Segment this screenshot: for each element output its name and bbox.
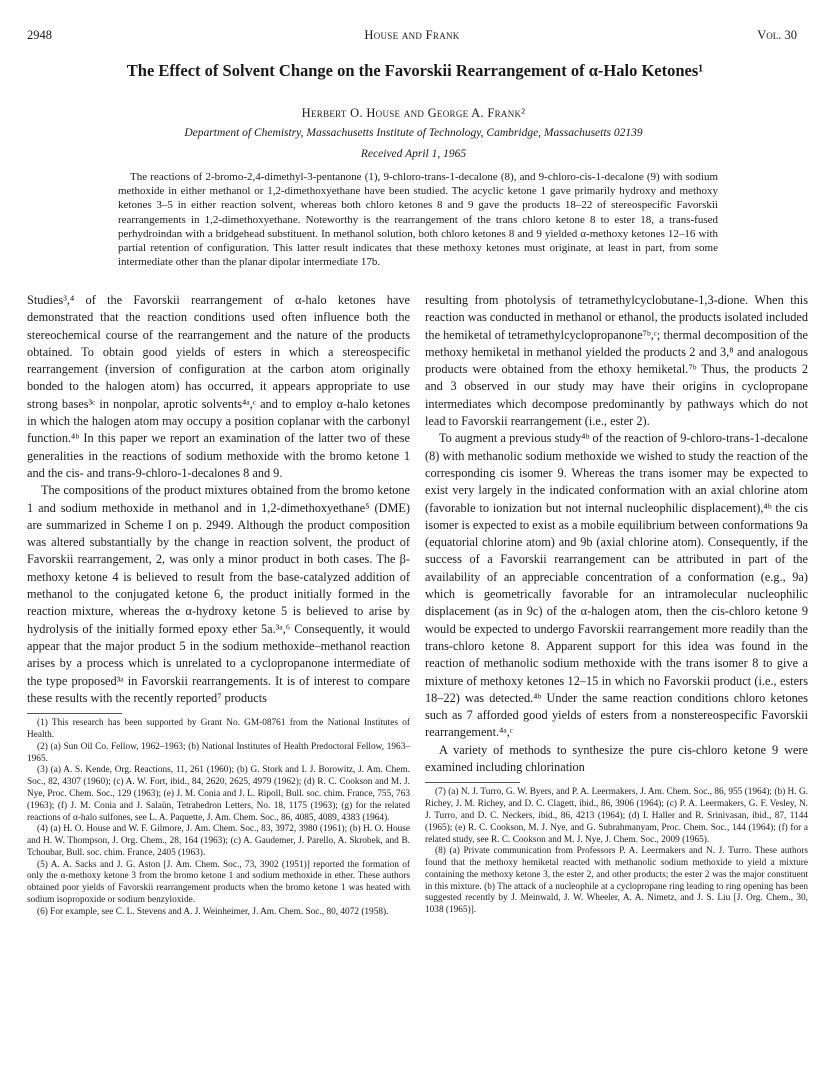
- page-number: 2948: [27, 28, 52, 42]
- article-title: The Effect of Solvent Change on the Favorskii Rearrangement of α-Halo Ketones¹: [126, 61, 704, 80]
- footnotes: [27, 718, 410, 919]
- footnote: (3) (a) A. S. Kende, Org. Reactions, 11, 261 (1960); (b) G. Stork and I. J. Borowitz, J. Am. Chem. Soc., 82, 4307 (1960); (c) A. W. Fort, ibid., 84, 2620, 2625, 4979 (1962); (d) R. C. Cookson and M. J. Nye, Proc. Chem. Soc., 129 (1963); (e) J. M. Conia and J. L. Ripoll, Bull. soc. chim. France, 755, 763 (1963); (f) J. M. Conia and J. Salaün, Tetrahedron Letters, No. 18, 1175 (1963); (g) for the related reactions of α-halo sulfones, see L. A. Paquette, J. Am. Chem. Soc., 86, 4085, 4089, 4383 (1964).: [27, 765, 410, 823]
- body-paragraph: To augment a previous study⁴ᵇ of the reaction of 9-chloro-trans-1-decalone (8) with methanolic sodium methoxide we wished to study the reaction of the corresponding cis isomer 9. Whereas the trans isomer may be expected to exist very largely in the indicated conformation with an axial chlorine atom (favorable to ionization but not internal nucleophilic displacement),⁴ᵇ the cis isomer is expected to exist as a mobile equilibrium between conformations 9a (equatorial chlorine atom) and 9b (axial chlorine atom). Consequently, if the success of a Favorskii rearrangement can be attributed in part of the availability of an appreciable concentration of a conformation (e.g., 9a) which is geometrically favorable for an intramolecular nucleophilic displacement (as in 9c) of the α-halogen atom, then the cis-chloro ketone 9 would be expected to undergo Favorskii rearrangement more readily than the trans-chloro ketone 8. Apparent support for this idea was found in the reaction of methanolic sodium methoxide with the trans isomer 8 to give a mixture of methoxy ketones 12–15 in which no Favorskii product (i.e., esters 18–22) was detected.⁴ᵇ Under the same reaction conditions chloro ketones such as 7 afforded good yields of esters from a nonstereospecific Favorskii rearrangement.⁴ᵃ,ᶜ: [425, 431, 808, 740]
- footnote: (5) A. A. Sacks and J. G. Aston [J. Am. Chem. Soc., 73, 3902 (1951)] reported the formation of only the α-methoxy ketone 3 from the bromo ketone 1 and sodium methoxide in ether. These authors obtained poor yields of Favorskii rearrangement products when the bromo ketone 1 was heated with sodium isopropoxide or sodium benzyloxide.: [27, 859, 410, 906]
- footnotes: [425, 787, 808, 917]
- footnote-rule: [27, 713, 122, 714]
- body-paragraph: The compositions of the product mixtures obtained from the bromo ketone 1 and sodium methoxide in methanol and in 1,2-dimethoxyethane⁵ (DME) are summarized in Scheme I on p. 2949. Although the product composition was altered substantially by the change in reaction solvent, the product of Favorskii rearrangement, 2, was only a minor product in both cases. The β-methoxy ketone 4 is believed to result from the base-catalyzed addition of methanol to the conjugated ketone 6, the product initially formed in the reaction mixture, whereas the α-hydroxy ketone 5 is believed to arise by hydrolysis of the initially formed epoxy ether 5a.³ᵃ,⁶ Consequently, it would appear that the major product 5 in the sodium methoxide–methanol reaction arises by a process which is unrelated to a cyclopropanone intermediate of the type proposed³ᵃ in Favorskii rearrangements. It is of interest to compare these results with the recently reported⁷ products: [27, 483, 410, 705]
- running-authors: House and Frank: [364, 28, 460, 42]
- volume-label: Vol. 30: [757, 28, 797, 42]
- footnote: (4) (a) H. O. House and W. F. Gilmore, J. Am. Chem. Soc., 83, 3972, 3980 (1961); (b) H. O. House and H. W. Thompson, J. Org. Chem., 28, 164 (1963); (c) A. Gaudemer, J. Parello, A. Skrobek, and B. Tchoubar, Bull. soc. chim. France, 2405 (1963).: [27, 824, 410, 858]
- footnote: (1) This research has been supported by Grant No. GM-08761 from the National Institutes of Health.: [27, 718, 410, 740]
- footnote: (6) For example, see C. L. Stevens and A. J. Weinheimer, J. Am. Chem. Soc., 80, 4072 (1958).: [37, 906, 389, 917]
- footnote: (7) (a) N. J. Turro, G. W. Byers, and P. A. Leermakers, J. Am. Chem. Soc., 86, 955 (1964); (b) H. G. Richey, J. M. Richey, and D. C. Clagett, ibid., 86, 3906 (1964); (c) P. A. Leermakers, G. F. Vesley, N. J. Turro, and D. C. Neckers, ibid., 86, 4213 (1964); (d) I. Haller and R. Srinivasan, ibid., 87, 1144 (1965); (e) R. C. Cookson, M. J. Nye, and G. Subrahmanyam, Proc. Chem. Soc., 144 (1964); (f) for a related study, see R. C. Cookson and M. J. Nye, J. Chem. Soc., 2009 (1965).: [425, 787, 808, 845]
- body-paragraph: Studies³,⁴ of the Favorskii rearrangement of α-halo ketones have demonstrated that the reaction conditions used often influence both the stereochemical course of the rearrangement and the nature of the products obtained. To obtain good yields of esters in which a stereospecific rearrangement (inversion of configuration at the carbon atom originally bonded to the halogen atom) has occurred, it appears appropriate to use strong bases³ᶜ in nonpolar, aprotic solvents⁴ᵃ,ᶜ and to employ α-halo ketones in which the halogen atom may occupy a position coplanar with the carbonyl function.⁴ᵇ In this paper we report an examination of the latter two of these generalities in the reactions of sodium methoxide with the bromo ketone 1 and the cis- and trans-9-chloro-1-decalones 8 and 9.: [27, 293, 410, 480]
- author-byline: Herbert O. House and George A. Frank²: [301, 106, 526, 120]
- footnote: (8) (a) Private communication from Professors P. A. Leermakers and N. J. Turro. These authors found that the methoxy hemiketal reacted with methanolic sodium methoxide to yield a mixture containing the methoxy ketone 3, the ester 2, and other products; the ester 2 was the major constituent in this mixture. (b) The attack of a nucleophile at a cyclopropane ring leading to ring opening has been suggested recently by J. Meinwald, J. W. Wheeler, A. A. Nimetz, and J. S. Liu [J. Org. Chem., 30, 1038 (1965)].: [425, 846, 808, 916]
- body-paragraph: A variety of methods to synthesize the pure cis-chloro ketone 9 were examined including chlorination: [425, 742, 808, 775]
- footnote: (2) (a) Sun Oil Co. Fellow, 1962–1963; (b) National Institutes of Health Predoctoral Fellow, 1963–1965.: [27, 741, 410, 764]
- affiliation: Department of Chemistry, Massachusetts Institute of Technology, Cambridge, Massachusetts 02139: [184, 127, 643, 139]
- footnote-rule: [425, 782, 520, 783]
- body-paragraph: resulting from photolysis of tetramethylcyclobutane-1,3-dione. When this reaction was conducted in methanol or ethanol, the products isolated included the hemiketal of tetramethylcyclopropanone⁷ᵇ,ᶜ; thermal decomposition of the methoxy hemiketal in methanol yielded the products 2 and 3,⁸ and analogous products were obtained from the ethoxy hemiketal.⁷ᵇ Thus, the products 2 and 3 observed in our study may have their origins in cyclopropane intermediates which decompose predominantly by pathways which do not lead to Favorskii rearrangement (i.e., ester 2).: [425, 293, 808, 429]
- received-date: Received April 1, 1965: [360, 148, 467, 160]
- abstract: The reactions of 2-bromo-2,4-dimethyl-3-pentanone (1), 9-chloro-trans-1-decalone (8), and 9-chloro-cis-1-decalone (9) with sodium methoxide in either methanol or 1,2-dimethoxyethane have been studied. The acyclic ketone 1 gave primarily hydroxy and methoxy ketones 3–5 in either reaction solvent, whereas both chloro ketones 8 and 9 gave the products 18–22 of stereospecific Favorskii rearrangements in 1,2-dimethoxyethane. Noteworthy is the rearrangement of the trans chloro ketone 8 to ester 18, a trans-fused perhydroindan with a bridgehead substituent. In methanol solution, both chloro ketones 8 and 9 yielded α-methoxy ketones 12–16 with partial retention of configuration. This latter result indicates that these methoxy ketones must originate, at least in part, from some intermediate other than the planar dipolar intermediate 17b.: [118, 171, 718, 269]
- right-column: [425, 292, 808, 917]
- running-header: [27, 28, 797, 44]
- left-column: [27, 292, 410, 919]
